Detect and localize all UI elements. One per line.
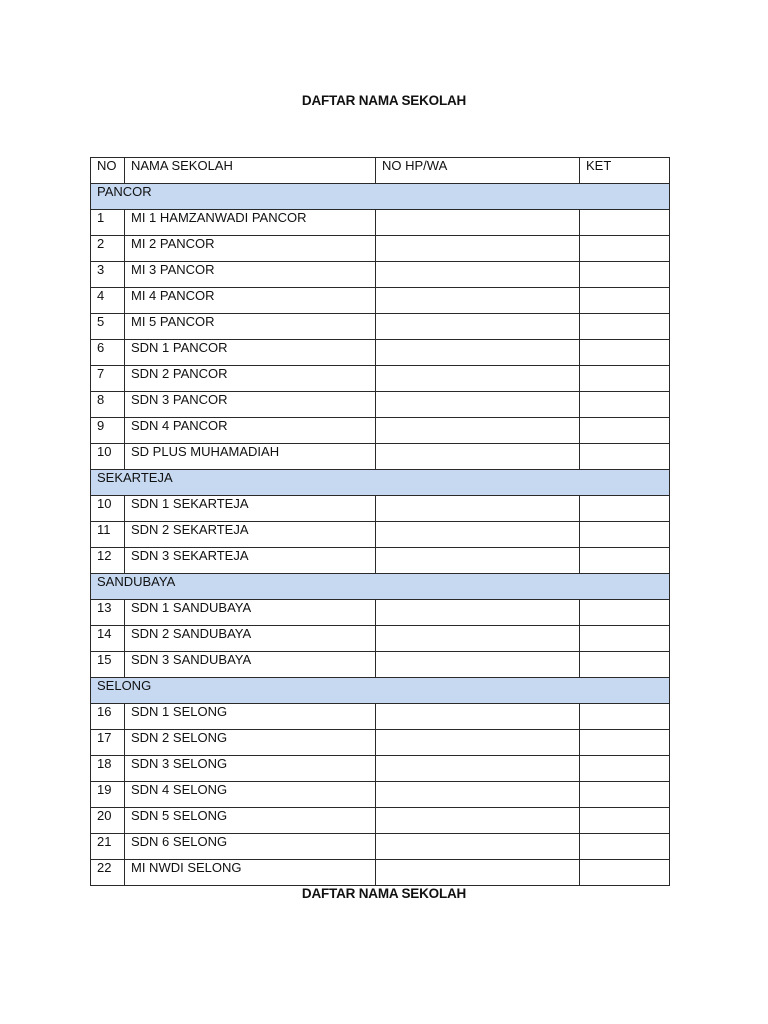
ket-cell xyxy=(580,704,670,730)
row-number: 19 xyxy=(91,782,125,808)
phone-cell xyxy=(376,782,580,808)
phone-cell xyxy=(376,600,580,626)
row-number: 3 xyxy=(91,262,125,288)
document-title: DAFTAR NAMA SEKOLAH xyxy=(301,93,467,108)
school-name: MI 3 PANCOR xyxy=(125,262,376,288)
phone-cell xyxy=(376,262,580,288)
table-row xyxy=(91,782,670,808)
phone-cell xyxy=(376,808,580,834)
row-number: 16 xyxy=(91,704,125,730)
phone-cell xyxy=(376,418,580,444)
table-row xyxy=(91,834,670,860)
school-name: SDN 3 SANDUBAYA xyxy=(125,652,376,678)
row-number: 14 xyxy=(91,626,125,652)
school-name: MI 2 PANCOR xyxy=(125,236,376,262)
group-row xyxy=(91,678,670,704)
phone-cell xyxy=(376,340,580,366)
row-number: 10 xyxy=(91,496,125,522)
row-number: 17 xyxy=(91,730,125,756)
table-row xyxy=(91,444,670,470)
ket-cell xyxy=(580,496,670,522)
phone-cell xyxy=(376,236,580,262)
school-name: SDN 1 PANCOR xyxy=(125,340,376,366)
table-body xyxy=(91,184,670,886)
table-row xyxy=(91,808,670,834)
table-row xyxy=(91,418,670,444)
table-row xyxy=(91,704,670,730)
school-name: MI 5 PANCOR xyxy=(125,314,376,340)
phone-cell xyxy=(376,444,580,470)
group-name: SANDUBAYA xyxy=(91,574,670,600)
table-row xyxy=(91,522,670,548)
table-row xyxy=(91,496,670,522)
row-number: 21 xyxy=(91,834,125,860)
phone-cell xyxy=(376,314,580,340)
table-row xyxy=(91,392,670,418)
group-name: SELONG xyxy=(91,678,670,704)
row-number: 11 xyxy=(91,522,125,548)
table-row xyxy=(91,366,670,392)
header-no: NO xyxy=(91,158,125,184)
school-name: SDN 1 SEKARTEJA xyxy=(125,496,376,522)
table-row xyxy=(91,314,670,340)
row-number: 5 xyxy=(91,314,125,340)
group-row xyxy=(91,470,670,496)
document-footer-title: DAFTAR NAMA SEKOLAH xyxy=(301,886,467,901)
school-name: SD PLUS MUHAMADIAH xyxy=(125,444,376,470)
table-row xyxy=(91,860,670,886)
table-row xyxy=(91,652,670,678)
phone-cell xyxy=(376,288,580,314)
table-row xyxy=(91,600,670,626)
table-row xyxy=(91,730,670,756)
row-number: 22 xyxy=(91,860,125,886)
table-row xyxy=(91,756,670,782)
ket-cell xyxy=(580,548,670,574)
phone-cell xyxy=(376,730,580,756)
ket-cell xyxy=(580,444,670,470)
phone-cell xyxy=(376,548,580,574)
group-row xyxy=(91,574,670,600)
school-name: SDN 2 SANDUBAYA xyxy=(125,626,376,652)
ket-cell xyxy=(580,652,670,678)
row-number: 18 xyxy=(91,756,125,782)
school-name: SDN 6 SELONG xyxy=(125,834,376,860)
ket-cell xyxy=(580,808,670,834)
phone-cell xyxy=(376,392,580,418)
phone-cell xyxy=(376,496,580,522)
school-list-table xyxy=(90,157,670,886)
table-header-row xyxy=(91,158,670,184)
ket-cell xyxy=(580,730,670,756)
row-number: 7 xyxy=(91,366,125,392)
school-name: SDN 5 SELONG xyxy=(125,808,376,834)
ket-cell xyxy=(580,756,670,782)
phone-cell xyxy=(376,522,580,548)
school-name: SDN 3 SELONG xyxy=(125,756,376,782)
row-number: 12 xyxy=(91,548,125,574)
row-number: 10 xyxy=(91,444,125,470)
school-name: SDN 4 PANCOR xyxy=(125,418,376,444)
table-row xyxy=(91,236,670,262)
header-phone: NO HP/WA xyxy=(376,158,580,184)
ket-cell xyxy=(580,522,670,548)
ket-cell xyxy=(580,366,670,392)
phone-cell xyxy=(376,860,580,886)
row-number: 20 xyxy=(91,808,125,834)
school-name: MI NWDI SELONG xyxy=(125,860,376,886)
school-name: SDN 2 SELONG xyxy=(125,730,376,756)
ket-cell xyxy=(580,210,670,236)
school-name: MI 1 HAMZANWADI PANCOR xyxy=(125,210,376,236)
ket-cell xyxy=(580,314,670,340)
table-row xyxy=(91,262,670,288)
school-name: SDN 3 PANCOR xyxy=(125,392,376,418)
row-number: 13 xyxy=(91,600,125,626)
group-name: SEKARTEJA xyxy=(91,470,670,496)
table-row xyxy=(91,340,670,366)
row-number: 2 xyxy=(91,236,125,262)
header-ket: KET xyxy=(580,158,670,184)
table-row xyxy=(91,210,670,236)
phone-cell xyxy=(376,652,580,678)
phone-cell xyxy=(376,626,580,652)
ket-cell xyxy=(580,860,670,886)
school-name: SDN 2 SEKARTEJA xyxy=(125,522,376,548)
row-number: 1 xyxy=(91,210,125,236)
school-name: SDN 1 SANDUBAYA xyxy=(125,600,376,626)
row-number: 9 xyxy=(91,418,125,444)
row-number: 15 xyxy=(91,652,125,678)
row-number: 6 xyxy=(91,340,125,366)
table-row xyxy=(91,548,670,574)
school-name: SDN 3 SEKARTEJA xyxy=(125,548,376,574)
header-school-name: NAMA SEKOLAH xyxy=(125,158,376,184)
table-row xyxy=(91,626,670,652)
phone-cell xyxy=(376,210,580,236)
group-row xyxy=(91,184,670,210)
phone-cell xyxy=(376,834,580,860)
ket-cell xyxy=(580,262,670,288)
ket-cell xyxy=(580,782,670,808)
ket-cell xyxy=(580,340,670,366)
ket-cell xyxy=(580,600,670,626)
ket-cell xyxy=(580,236,670,262)
ket-cell xyxy=(580,626,670,652)
row-number: 4 xyxy=(91,288,125,314)
school-name: MI 4 PANCOR xyxy=(125,288,376,314)
school-name: SDN 2 PANCOR xyxy=(125,366,376,392)
phone-cell xyxy=(376,756,580,782)
row-number: 8 xyxy=(91,392,125,418)
ket-cell xyxy=(580,418,670,444)
ket-cell xyxy=(580,288,670,314)
school-name: SDN 4 SELONG xyxy=(125,782,376,808)
phone-cell xyxy=(376,366,580,392)
phone-cell xyxy=(376,704,580,730)
group-name: PANCOR xyxy=(91,184,670,210)
ket-cell xyxy=(580,834,670,860)
table-row xyxy=(91,288,670,314)
ket-cell xyxy=(580,392,670,418)
school-name: SDN 1 SELONG xyxy=(125,704,376,730)
